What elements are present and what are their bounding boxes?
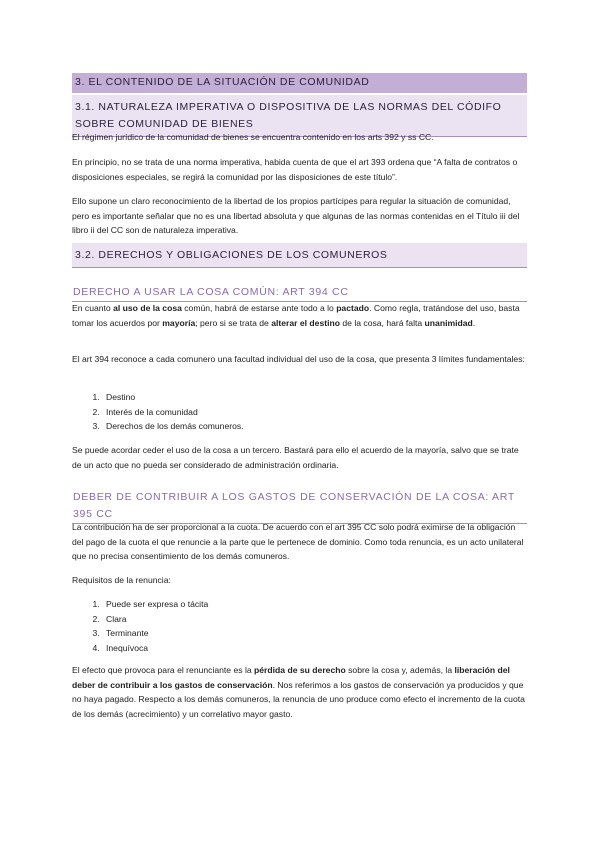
paragraph: Se puede acordar ceder el uso de la cosa a un tercero. Bastará para ello el acuerdo de la mayoría, salvo que se trate de un acto que no pueda ser considerado de administración ordinaria. [72, 445, 519, 470]
section-heading [72, 73, 527, 93]
paragraph-uso-intro [72, 301, 527, 330]
paragraph: El art 394 reconoce a cada comunero una facultad individual del uso de la cosa, que presenta 3 límites fundamentales: [72, 354, 525, 364]
list-item: 1. Destino [102, 390, 522, 405]
list-item: 3. Terminante [102, 626, 522, 641]
section-heading-text: 3. EL CONTENIDO DE LA SITUACIÓN DE COMUNIDAD [75, 76, 370, 88]
list-item: 2. Interés de la comunidad [102, 405, 522, 420]
heading-deber-contribuir [72, 489, 527, 524]
paragraph: Ello supone un claro reconocimiento de la libertad de los propios partícipes para regular la situación de comunidad, pero es importante señalar que no es una libertad absoluta y que algunas de las normas contenidas en el Título iii del libro ii del CC son de naturaleza imperativa. [72, 196, 520, 235]
bold-text: mayoría [162, 317, 196, 328]
list-item: 1. Puede ser expresa o tácita [102, 597, 522, 612]
paragraph-efecto-renuncia [72, 663, 527, 721]
paragraph: Requisitos de la renuncia: [72, 575, 171, 585]
subsection-heading-3-2 [72, 243, 527, 268]
paragraph: El régimen jurídico de la comunidad de bienes se encuentra contenido en los arts 392 y ss CC. [72, 132, 434, 142]
text-run: . Nos referimos a los gastos de conservación ya producidos y que no haya pagado. Respecto a los demás comuneros, la renuncia de uno produce como efecto el incremento de la cuota de los demás (acrecimiento) y un correlativo mayor gasto. [72, 679, 525, 719]
heading-deber-contribuir-text: DEBER DE CONTRIBUIR A LOS GASTOS DE CONSERVACIÓN DE LA COSA: ART 395 CC [73, 491, 515, 520]
paragraph: La contribución ha de ser proporcional a la cuota. De acuerdo con el art 395 CC solo podrá eximirse de la obligación del pago de la cuota el que renuncie a la parte que le pertenece de dominio. Como toda renuncia, es un acto unilateral que no precisa consentimiento de los demás comuneros. [72, 522, 524, 561]
text-run: . [472, 317, 476, 328]
text-run: de la cosa, hará falta [339, 317, 425, 328]
bold-text: pactado [336, 303, 370, 313]
bold-text: liberación del deber de contribuir a los gastos de conservación [72, 665, 510, 690]
list-item: 3. Derechos de los demás comuneros. [102, 419, 522, 434]
bold-text: al uso de la cosa [113, 303, 182, 313]
list-item: 4. Inequívoca [102, 641, 522, 656]
text-run: . Como regla, tratándose del uso, basta tomar los acuerdos por [72, 303, 520, 328]
text-run: ; pero si se trata de [195, 317, 272, 328]
heading-derecho-uso [72, 284, 527, 302]
bold-text: alterar el destino [271, 317, 340, 328]
text-run: común, habrá de estarse ante todo a lo [181, 303, 337, 313]
bold-text: unanimidad [424, 317, 473, 328]
list-item: 2. Clara [102, 612, 522, 627]
requisitos-list [88, 597, 522, 655]
subsection-heading-3-2-text: 3.2. DERECHOS Y OBLIGACIONES DE LOS COMUNEROS [75, 249, 388, 261]
paragraph: En principio, no se trata de una norma imperativa, habida cuenta de que el art 393 ordena que “A falta de contratos o disposiciones especiales, se regirá la comunidad por las disposiciones de este título”. [72, 157, 518, 182]
subsection-heading-3-1-text: 3.1. NATURALEZA IMPERATIVA O DISPOSITIVA DE LAS NORMAS DEL CÓDIFO SOBRE COMUNIDAD DE BIENES [75, 101, 502, 130]
heading-derecho-uso-text: DERECHO A USAR LA COSA COMÚN: ART 394 CC [73, 286, 349, 298]
bold-text: pérdida de su derecho [254, 665, 346, 675]
text-run: En cuanto [72, 303, 114, 313]
limits-list [88, 390, 522, 434]
text-run: El efecto que provoca para el renunciante es la [72, 665, 255, 675]
text-run: sobre la cosa y, además, la [345, 665, 455, 675]
